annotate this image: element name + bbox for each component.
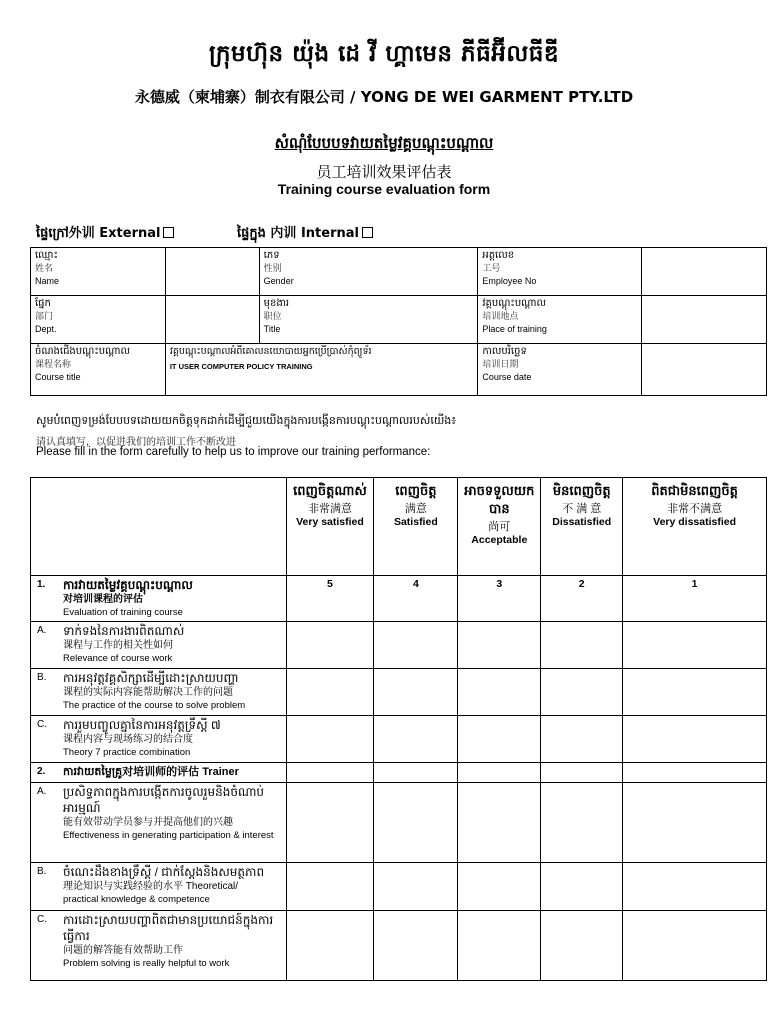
very-dissatisfied-header: ពិតជាមិនពេញចិត្ត 非常不满意 Very dissatisfied <box>623 478 767 576</box>
rating-cell[interactable] <box>374 863 458 911</box>
rating-cell[interactable] <box>623 863 767 911</box>
criteria-cell: C. ការដោះស្រាយបញ្ហាពិតជាមានប្រយោជន៍ក្នុងការធ្វើការ 问题的解答能有效帮助工作 Problem solving is really helpful to work <box>31 911 287 981</box>
rating-cell[interactable] <box>541 911 623 981</box>
company-name-khmer: ក្រុមហ៊ុន យ៉ុង ដេ វី ហ្គាមេន ភីធីអ៊ីលធីឌី <box>209 41 559 67</box>
rating-cell[interactable] <box>374 763 458 783</box>
rating-cell[interactable] <box>541 622 623 669</box>
criteria-cell: A. ប្រសិទ្ធភាពក្នុងការបង្កើតការចូលរួមនិងចំណាប់អារម្មណ៍ 能有效带动学员参与并提高他们的兴趣 Effectiveness in generating participation & interest <box>31 783 287 863</box>
internal-label: ផ្ទៃក្នុង 内训 Internal <box>237 226 359 241</box>
form-title-khmer: សំណុំបែបបទវាយតម្លៃវគ្គបណ្តុះបណ្តាល <box>274 134 494 152</box>
criteria-row <box>31 622 767 669</box>
criteria-cell: 1. ការវាយតម្លៃវគ្គបណ្តុះបណ្តាល 对培训课程的评估 Evaluation of training course <box>31 576 287 622</box>
external-label: ផ្ទៃក្រៅ外训 External <box>36 226 161 241</box>
criteria-cell: 2. ការវាយតម្លៃគ្រូ对培训师的评估 Trainer <box>31 763 287 783</box>
dept-label: ផ្នែក 部门 Dept. <box>31 296 166 344</box>
course-title-label: ចំណងជើងបណ្តុះបណ្តាល 课程名称 Course title <box>31 344 166 396</box>
rating-cell[interactable] <box>541 669 623 716</box>
rating-cell[interactable] <box>286 669 374 716</box>
name-label: ឈ្មោះ 姓名 Name <box>31 248 166 296</box>
criteria-cell: C. ការរួមបញ្ចូលគ្នានៃការអនុវត្តទ្រឹស្តី ៧ 课程内容与现场练习的结合度 Theory 7 practice combination <box>31 716 287 763</box>
rating-cell[interactable] <box>286 911 374 981</box>
rating-cell[interactable] <box>286 716 374 763</box>
rating-cell[interactable] <box>286 783 374 863</box>
gender-label: ភេទ 性别 Gender <box>259 248 478 296</box>
rating-cell[interactable] <box>374 716 458 763</box>
rating-cell[interactable] <box>458 783 541 863</box>
rating-cell[interactable] <box>458 911 541 981</box>
section-row <box>31 576 767 622</box>
rating-header-row <box>31 478 767 576</box>
rating-cell[interactable] <box>623 716 767 763</box>
rating-cell[interactable] <box>458 622 541 669</box>
dissatisfied-header: មិនពេញចិត្ត 不 满 意 Dissatisfied <box>541 478 623 576</box>
rating-cell[interactable] <box>623 911 767 981</box>
rating-cell[interactable] <box>541 783 623 863</box>
section-row <box>31 763 767 783</box>
rating-cell[interactable] <box>286 622 374 669</box>
rating-cell[interactable] <box>623 763 767 783</box>
company-name: 永德威（柬埔寨）制衣有限公司 / YONG DE WEI GARMENT PTY.LTD <box>134 88 634 106</box>
rating-cell[interactable] <box>458 716 541 763</box>
score-5: 5 <box>286 576 374 622</box>
employee-info-table <box>30 247 767 396</box>
external-option[interactable] <box>36 222 174 244</box>
title-label: មុខងារ 职位 Title <box>259 296 478 344</box>
rating-cell[interactable] <box>541 763 623 783</box>
satisfied-header: ពេញចិត្ត 满意 Satisfied <box>374 478 458 576</box>
criteria-row <box>31 783 767 863</box>
rating-cell[interactable] <box>541 863 623 911</box>
rating-cell[interactable] <box>623 669 767 716</box>
name-field[interactable] <box>165 248 259 296</box>
form-title-english: Training course evaluation form <box>277 181 491 197</box>
evaluation-table <box>30 477 767 981</box>
form-title-chinese: 员工培训效果评估表 <box>316 163 452 181</box>
rating-cell[interactable] <box>541 716 623 763</box>
rating-cell[interactable] <box>458 763 541 783</box>
criteria-row <box>31 911 767 981</box>
instructions-khmer: សូមបំពេញទម្រង់បែបបទដោយយកចិត្តទុកដាក់ដើម្បីជួយយើងក្នុងការបង្កើនការបណ្តុះបណ្តាលរបស់យើង៖ <box>36 415 457 427</box>
rating-cell[interactable] <box>286 763 374 783</box>
training-type-row <box>36 222 373 244</box>
rating-cell[interactable] <box>286 863 374 911</box>
criteria-cell: B. ចំណេះដឹងខាងទ្រឹស្តី / ជាក់ស្តែងនិងសមត្ថភាព 理论知识与实践经验的水平 Theoretical/ practical knowledge & competence <box>31 863 287 911</box>
instructions-chinese: 请认真填写，以促进我们的培训工作不断改进 <box>36 437 236 448</box>
info-row <box>31 296 767 344</box>
rating-cell[interactable] <box>458 669 541 716</box>
internal-checkbox[interactable] <box>362 227 373 238</box>
criteria-cell: B. ការអនុវត្តវគ្គសិក្សាដើម្បីដោះស្រាយបញ្ហា 课程的实际内容能帮助解决工作的问题 The practice of the course to solve problem <box>31 669 287 716</box>
instructions-english: Please fill in the form carefully to help us to improve our training performance: <box>36 446 431 458</box>
course-date-label: កាលបរិច្ឆេទ 培训日期 Course date <box>478 344 642 396</box>
rating-cell[interactable] <box>374 911 458 981</box>
criteria-cell: A. ទាក់ទងនៃការងារពិតណាស់ 课程与工作的相关性如何 Relevance of course work <box>31 622 287 669</box>
rating-cell[interactable] <box>458 863 541 911</box>
info-row <box>31 344 767 396</box>
criteria-row <box>31 716 767 763</box>
place-label: វគ្គបណ្តុះបណ្តាល 培训地点 Place of training <box>478 296 642 344</box>
employee-no-label: អត្តលេខ 工号 Employee No <box>478 248 642 296</box>
place-field[interactable] <box>642 296 767 344</box>
score-1: 1 <box>623 576 767 622</box>
info-row <box>31 248 767 296</box>
very-satisfied-header: ពេញចិត្តណាស់ 非常满意 Very satisfied <box>286 478 374 576</box>
rating-cell[interactable] <box>623 622 767 669</box>
rating-cell[interactable] <box>623 783 767 863</box>
score-3: 3 <box>458 576 541 622</box>
rating-cell[interactable] <box>374 669 458 716</box>
course-title-value[interactable]: វគ្គបណ្តុះបណ្តាលអំពីគោលនយោបាយអ្នកប្រើប្រាស់កុំព្យូទ័រ IT USER COMPUTER POLICY TRAINING <box>165 344 478 396</box>
criteria-row <box>31 863 767 911</box>
criteria-row <box>31 669 767 716</box>
dept-field[interactable] <box>165 296 259 344</box>
internal-option[interactable] <box>237 222 373 244</box>
score-4: 4 <box>374 576 458 622</box>
score-2: 2 <box>541 576 623 622</box>
employee-no-field[interactable] <box>642 248 767 296</box>
criteria-header <box>31 478 287 576</box>
rating-cell[interactable] <box>374 783 458 863</box>
rating-cell[interactable] <box>374 622 458 669</box>
external-checkbox[interactable] <box>163 227 174 238</box>
acceptable-header: អាចទទួលយកបាន 尚可 Acceptable <box>458 478 541 576</box>
course-date-field[interactable] <box>642 344 767 396</box>
